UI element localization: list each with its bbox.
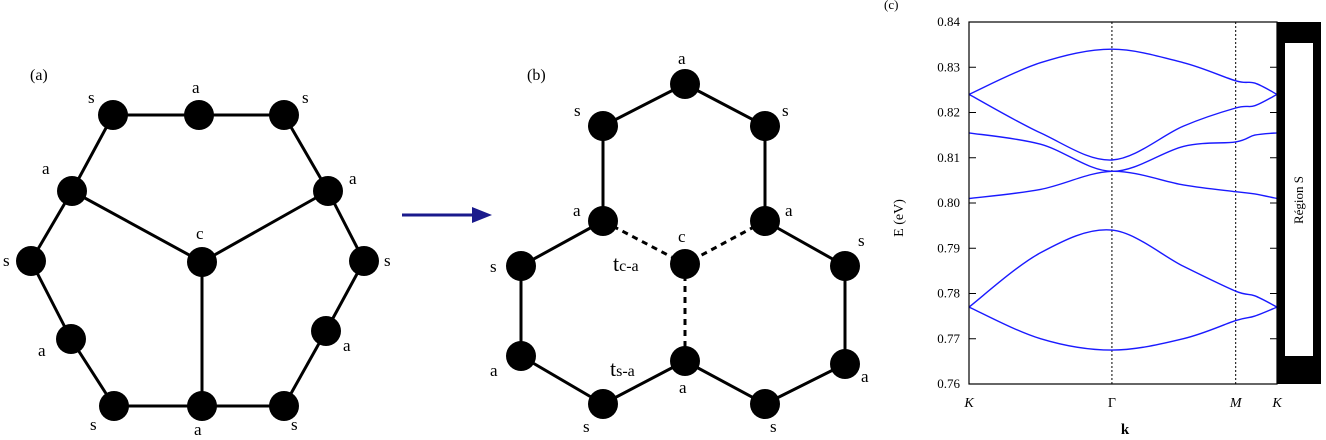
arrow-head bbox=[472, 207, 492, 223]
site-node bbox=[670, 69, 700, 99]
site-node bbox=[99, 391, 129, 421]
panel-a-nodes bbox=[16, 100, 379, 421]
site-label: a bbox=[192, 78, 200, 97]
site-node bbox=[670, 249, 700, 279]
y-tick-label: 0.79 bbox=[937, 240, 960, 256]
site-label: a bbox=[861, 367, 869, 386]
site-node bbox=[830, 251, 860, 281]
site-node bbox=[506, 251, 536, 281]
y-tick-label: 0.77 bbox=[937, 330, 960, 346]
site-label: s bbox=[490, 257, 497, 276]
site-label: s bbox=[88, 88, 95, 107]
site-label: a bbox=[349, 169, 357, 188]
site-label: a bbox=[573, 201, 581, 220]
site-label: a bbox=[42, 159, 50, 178]
site-node bbox=[269, 100, 299, 130]
x-tick-label: M bbox=[1229, 396, 1242, 411]
site-node bbox=[506, 341, 536, 371]
band-line bbox=[969, 171, 1277, 198]
site-label: a bbox=[194, 420, 202, 439]
band-line bbox=[969, 94, 1277, 160]
edge bbox=[202, 191, 328, 262]
panel-c bbox=[884, 0, 1321, 438]
site-node bbox=[588, 111, 618, 141]
x-tick-labels bbox=[963, 396, 1282, 411]
site-label: s bbox=[583, 417, 590, 436]
site-label: s bbox=[770, 417, 777, 436]
site-label: a bbox=[678, 49, 686, 68]
band-line bbox=[969, 307, 1277, 350]
y-tick-label: 0.84 bbox=[937, 14, 960, 29]
site-label: s bbox=[90, 415, 97, 434]
site-node bbox=[750, 389, 780, 419]
site-node bbox=[16, 246, 46, 276]
y-tick-label: 0.81 bbox=[937, 149, 960, 165]
site-label: c bbox=[678, 227, 686, 246]
panel-a-label: (a) bbox=[30, 67, 48, 84]
site-node bbox=[313, 176, 343, 206]
site-node bbox=[187, 391, 217, 421]
site-node bbox=[588, 206, 618, 236]
site-label: s bbox=[384, 251, 391, 270]
hopping-label-tsa: ts-a bbox=[610, 356, 635, 381]
y-axis-label: E (eV) bbox=[892, 199, 907, 237]
panel-b bbox=[490, 49, 869, 436]
panel-b-site-labels bbox=[490, 49, 869, 436]
edge bbox=[72, 191, 202, 262]
y-tick-label: 0.80 bbox=[937, 195, 960, 210]
bands bbox=[969, 49, 1277, 350]
symmetry-lines bbox=[1112, 22, 1236, 384]
site-node bbox=[588, 389, 618, 419]
site-node bbox=[57, 176, 87, 206]
band-line bbox=[969, 230, 1277, 307]
y-tick-label: 0.76 bbox=[937, 376, 960, 391]
site-node bbox=[830, 349, 860, 379]
panel-c-label: (c) bbox=[884, 0, 899, 12]
panel-a bbox=[3, 67, 391, 439]
site-node bbox=[56, 324, 86, 354]
site-label: a bbox=[38, 341, 46, 360]
site-label: a bbox=[679, 378, 687, 397]
region-label: Région S bbox=[1291, 175, 1306, 225]
site-node bbox=[187, 247, 217, 277]
x-axis-label: k bbox=[1120, 422, 1130, 438]
site-label: s bbox=[782, 101, 789, 120]
band-line bbox=[969, 133, 1277, 171]
y-tick-label: 0.83 bbox=[937, 59, 960, 75]
site-label: c bbox=[196, 224, 204, 243]
site-label: s bbox=[3, 251, 10, 270]
site-label: a bbox=[343, 336, 351, 355]
y-tick-label: 0.82 bbox=[937, 104, 960, 120]
hopping-label-tca: tc-a bbox=[613, 251, 639, 276]
x-tick-label: Γ bbox=[1107, 396, 1116, 411]
x-tick-label: K bbox=[1272, 396, 1282, 411]
site-label: s bbox=[858, 231, 865, 250]
site-node bbox=[670, 346, 700, 376]
y-tick-labels bbox=[937, 14, 960, 391]
site-node bbox=[349, 246, 379, 276]
site-label: s bbox=[574, 101, 581, 120]
band-line bbox=[969, 49, 1277, 94]
panel-b-label: (b) bbox=[527, 67, 546, 84]
y-tick-label: 0.78 bbox=[937, 285, 960, 301]
x-tick-label: K bbox=[964, 396, 974, 411]
site-node bbox=[311, 316, 341, 346]
site-node bbox=[184, 100, 214, 130]
site-node bbox=[750, 206, 780, 236]
site-label: s bbox=[302, 88, 309, 107]
site-label: s bbox=[291, 415, 298, 434]
site-node bbox=[750, 111, 780, 141]
site-label: a bbox=[490, 361, 498, 380]
site-node bbox=[98, 100, 128, 130]
site-label: a bbox=[785, 201, 793, 220]
transform-arrow bbox=[402, 207, 492, 223]
